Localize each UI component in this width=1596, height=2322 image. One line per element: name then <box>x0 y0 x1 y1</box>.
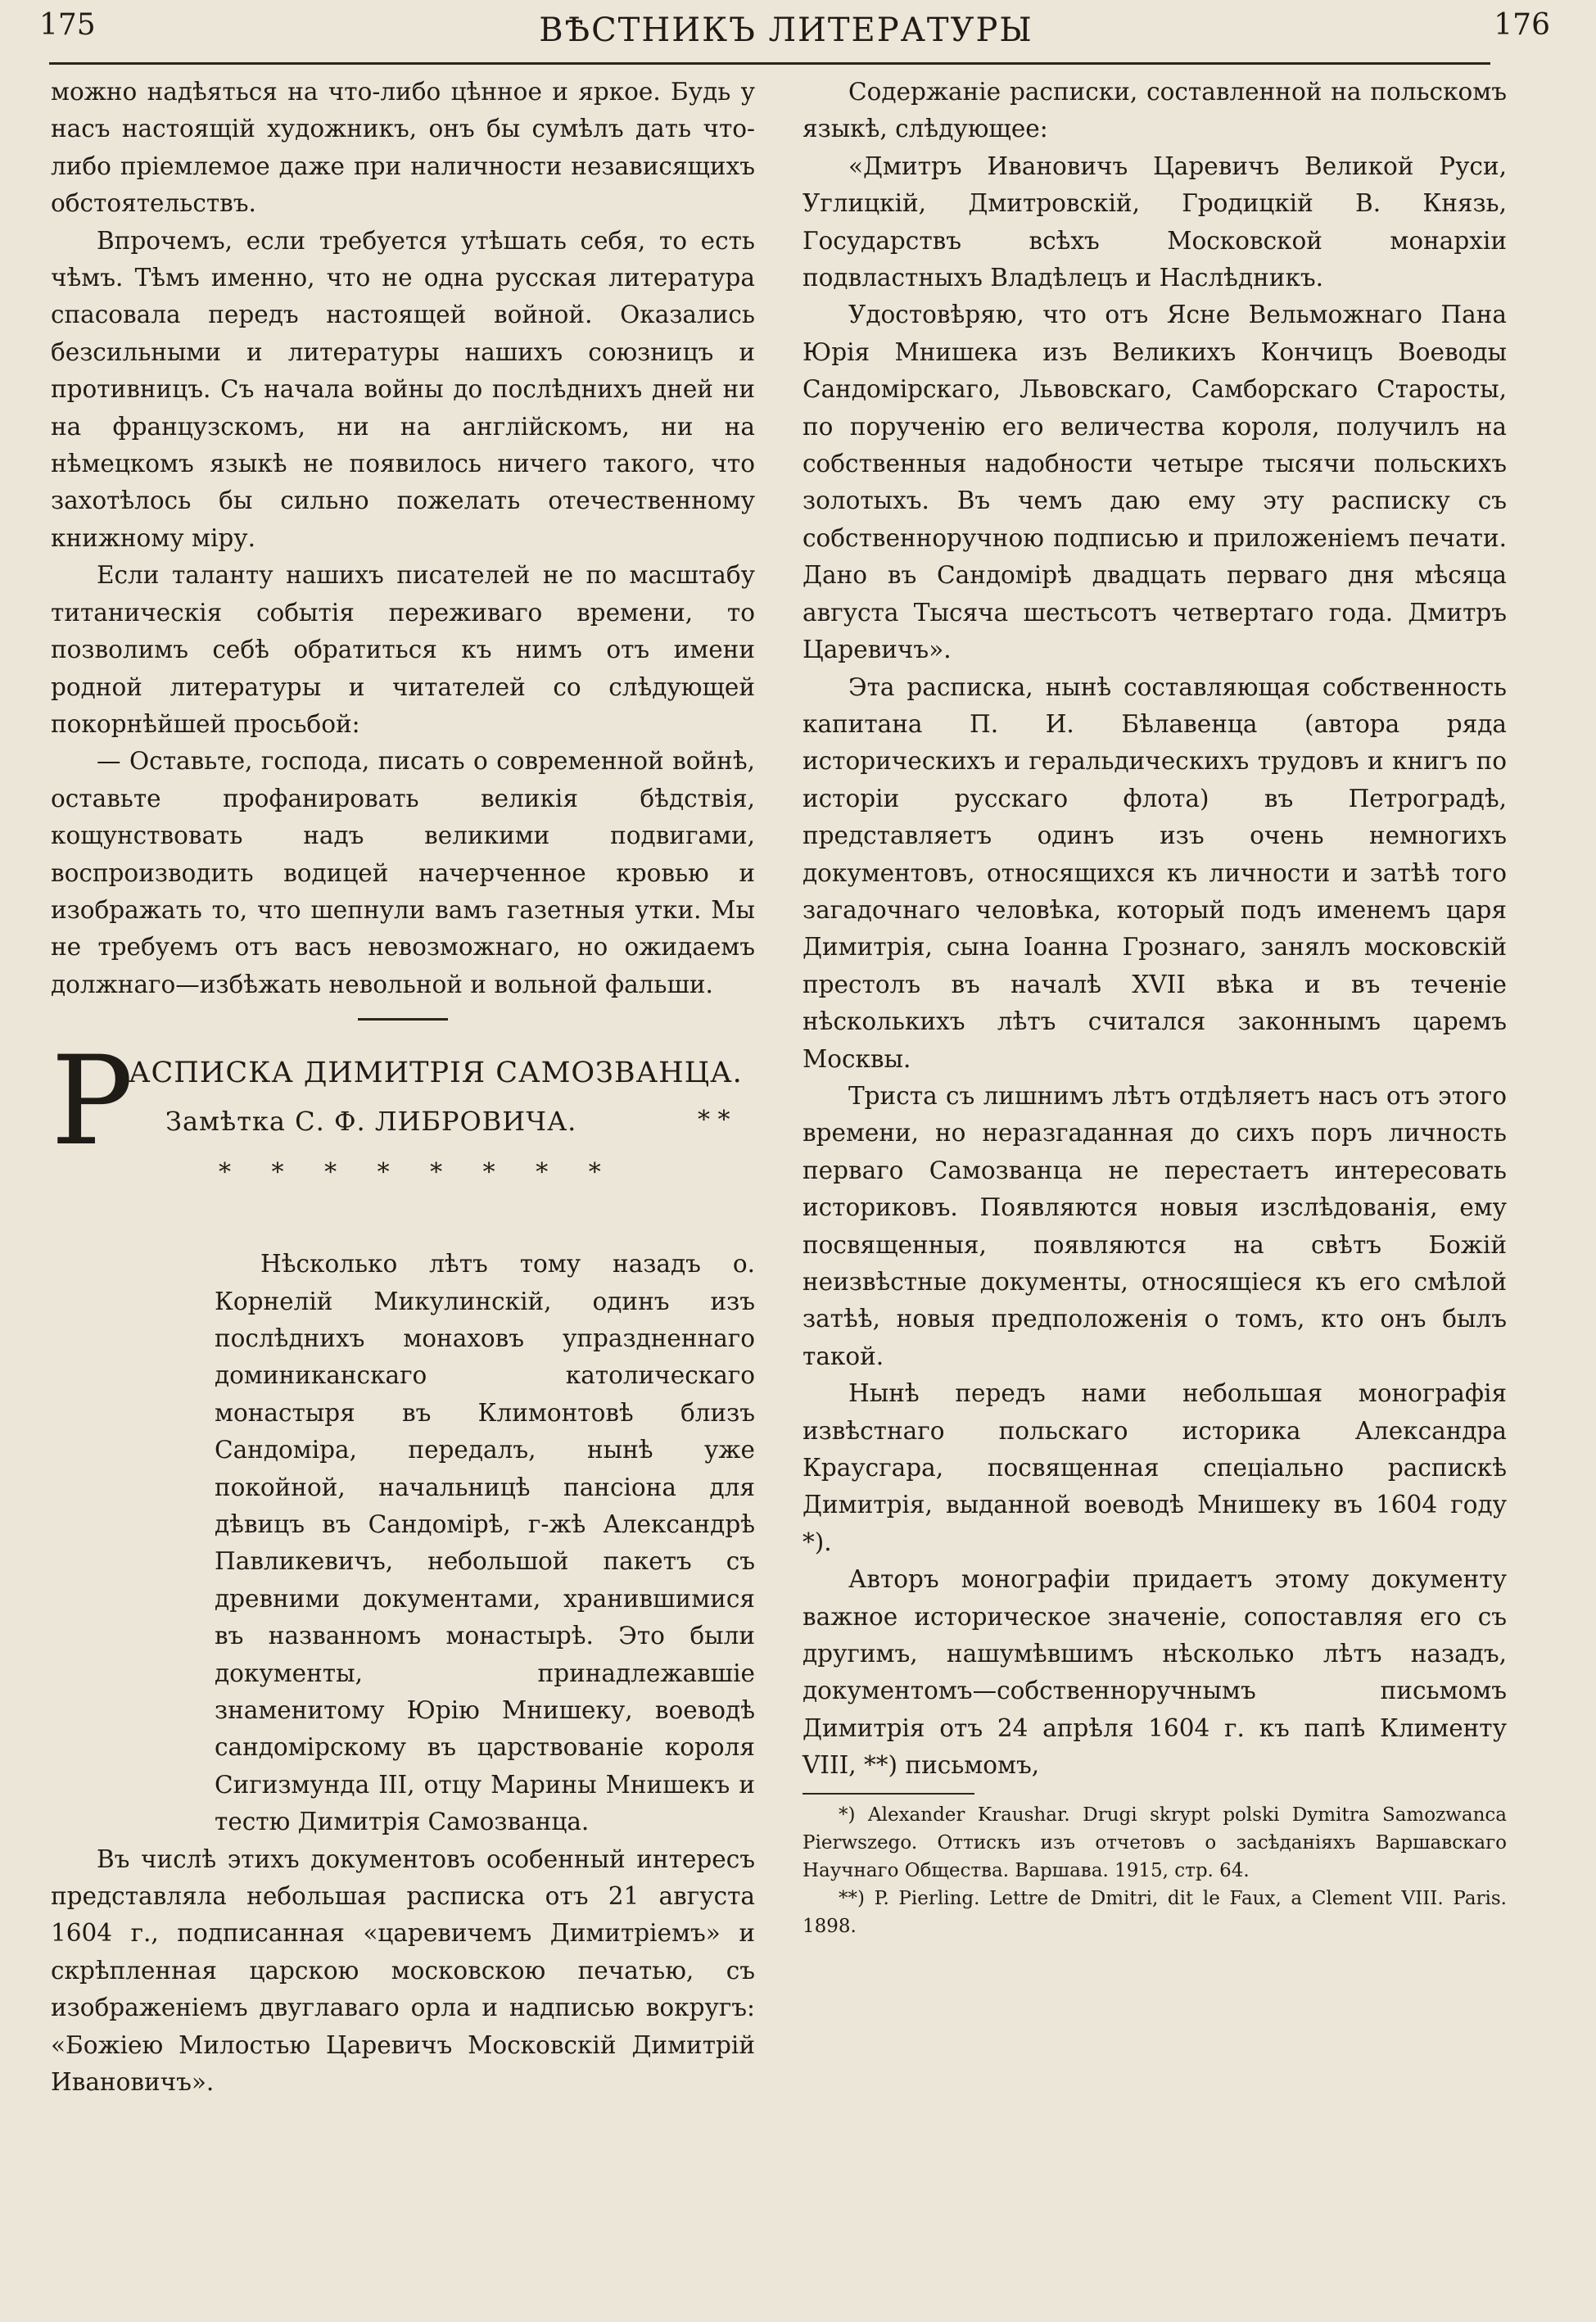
footnote: *) Alexander Kraushar. Drugi skrypt polski Dymitra Samozwanca Pierwszego. Оттискъ изъ отчетовъ о засѣданіяхъ Варшавскаго Научнаго Общества. Варшава. 1915, стр. 64. <box>803 1804 1507 1881</box>
article-paragraph: Нѣсколько лѣтъ тому назадъ о. Корнелій Микулинскій, одинъ изъ послѣднихъ монаховъ упраздненнаго доминиканскаго католическаго монастыря въ Климонтовѣ близъ Сандоміра, передалъ, нынѣ уже покойной, начальницѣ пансіона для дѣвицъ въ Сандомірѣ, г-жѣ Александрѣ Павликевичъ, небольшой пакетъ съ древними документами, хранившимися въ названномъ монастырѣ. Это были документы, принадлежавшіе знаменитому Юрію Мнишеку, воеводѣ сандомірскому въ царствованіе короля Сигизмунда III, отцу Марины Мнишекъ и тестю Димитрія Самозванца. <box>215 1250 755 1836</box>
quoted-receipt: «Дмитръ Ивановичъ Царевичъ Великой Руси, Углицкій, Дмитровскій, Гродицкій В. Князь, Государствъ всѣхъ Московской монархіи подвластныхъ Владѣлецъ и Наслѣдникъ. <box>803 152 1507 292</box>
article-byline: Замѣтка С. Ф. ЛИБРОВИЧА. <box>165 1106 577 1138</box>
header-rule <box>49 62 1490 65</box>
right-column <box>803 74 1507 1940</box>
footnote-rule <box>803 1793 974 1795</box>
article-heading <box>51 1030 755 1246</box>
paragraph: Триста съ лишнимъ лѣтъ отдѣляетъ насъ отъ этого времени, но неразгаданная до сихъ поръ личность перваго Самозванца не перестаетъ интересовать историковъ. Появляются новыя изслѣдованія, ему посвященныя, появляются на свѣтъ Божій неизвѣстные документы, относящіеся къ его смѣлой затѣѣ, новыя предположенія о томъ, кто онъ былъ такой. <box>803 1081 1507 1370</box>
article-title: АСПИСКА ДИМИТРІЯ САМОЗВАНЦА. <box>129 1057 743 1090</box>
section-divider <box>358 1018 448 1021</box>
page-number-left: 175 <box>39 8 96 42</box>
paragraph: можно надѣяться на что-либо цѣнное и яркое. Будь у насъ настоящій художникъ, онъ бы сумѣлъ дать что-либо пріемлемое даже при наличности независящихъ обстоятельствъ. <box>51 78 755 218</box>
left-column <box>51 74 755 2102</box>
page-number-right: 176 <box>1494 8 1550 42</box>
paragraph: Если таланту нашихъ писателей не по масштабу титаническія событія переживаго времени, то позволимъ себѣ обратиться къ нимъ отъ имени родной литературы и читателей со слѣдующей покорнѣйшей просьбой: <box>51 561 755 738</box>
paragraph: Нынѣ передъ нами небольшая монографія извѣстнаго польскаго историка Александра Краусгара, посвященная спеціально распискѣ Димитрія, выданной воеводѣ Мнишеку въ 1604 году *). <box>803 1379 1507 1556</box>
paragraph: Авторъ монографіи придаетъ этому документу важное историческое значеніе, сопоставляя его съ другимъ, нашумѣвшимъ нѣсколько лѣтъ назадъ, документомъ—собственноручнымъ письмомъ Димитрія отъ 24 апрѣля 1604 г. къ папѣ Клименту VIII, **) письмомъ, <box>803 1565 1507 1780</box>
ornament-stars: * * <box>698 1106 730 1135</box>
article-paragraph: Въ числѣ этихъ документовъ особенный интересъ представляла небольшая расписка отъ 21 августа 1604 г., подписанная «царевичемъ Димитріемъ» и скрѣпленная царскою московскою печатью, съ изображеніемъ двуглаваго орла и надписью вокругъ: «Божіею Милостью Царевичъ Московскій Димитрій Ивановичъ». <box>51 1844 755 2097</box>
quoted-receipt: Удостовѣряю, что отъ Ясне Вельможнаго Пана Юрія Мнишека изъ Великихъ Кончицъ Воеводы Сандомірскаго, Львовскаго, Самборскаго Старосты, по порученію его величества короля, получилъ на собственныя надобности четыре тысячи польскихъ золотыхъ. Въ чемъ даю ему эту расписку съ собственноручною подписью и приложеніемъ печати. Дано въ Сандомірѣ двадцать перваго дня мѣсяца августа Тысяча шестьсотъ четвертаго года. Дмитръ Царевичъ». <box>803 301 1507 664</box>
paragraph: Впрочемъ, если требуется утѣшать себя, то есть чѣмъ. Тѣмъ именно, что не одна русская литература спасовала передъ настоящей войной. Оказались безсильными и литературы нашихъ союзницъ и противницъ. Съ начала войны до послѣднихъ дней ни на французскомъ, ни на англійскомъ, ни на нѣмецкомъ языкѣ не появилось ничего такого, что захотѣлось бы сильно пожелать отечественному книжному міру. <box>51 226 755 552</box>
paragraph: — Оставьте, господа, писать о современной войнѣ, оставьте профанировать великія бѣдствія, кощунствовать надъ великими подвигами, воспроизводить водицей начерченное кровью и изображать то, что шепнули вамъ газетныя утки. Мы не требуемъ отъ васъ невозможнаго, но ожидаемъ должнаго—избѣжать невольной и вольной фальши. <box>51 747 755 998</box>
paragraph: Эта расписка, нынѣ составляющая собственность капитана П. И. Бѣлавенца (автора ряда историческихъ и геральдическихъ трудовъ и книгъ по исторіи русскаго флота) въ Петроградѣ, представляетъ одинъ изъ очень немногихъ документовъ, относящихся къ личности и затѣѣ того загадочнаго человѣка, который подъ именемъ царя Димитрія, сына Іоанна Грознаго, занялъ московскій престолъ въ началѣ XVII вѣка и въ теченіе нѣсколькихъ лѣтъ считался законнымъ царемъ Москвы. <box>803 672 1507 1073</box>
ornament-stars-row: * * * * * * * * <box>219 1158 601 1188</box>
paragraph: Содержаніе расписки, составленной на польскомъ языкѣ, слѣдующее: <box>803 78 1507 143</box>
running-title: ВѢСТНИКЪ ЛИТЕРАТУРЫ <box>539 11 1033 49</box>
footnote: **) P. Pierling. Lettre de Dmitri, dit le Faux, a Clement VIII. Paris. 1898. <box>803 1887 1507 1937</box>
drop-cap: Р <box>51 1030 133 1174</box>
page-header <box>0 0 1596 64</box>
